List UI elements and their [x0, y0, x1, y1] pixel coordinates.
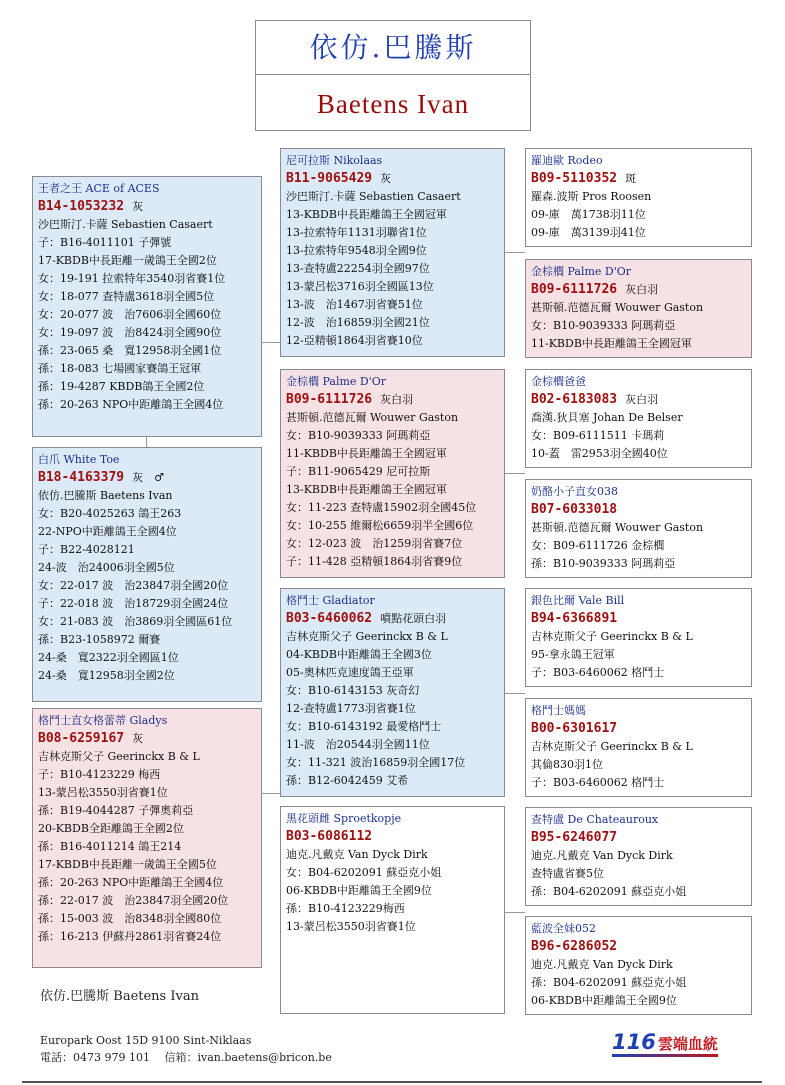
record-line: 13-波 治1467羽省賽51位	[286, 298, 423, 311]
record-line: 04-KBDB中距離鴿王全國3位	[286, 648, 432, 661]
color-tag: 灰白羽	[380, 393, 414, 406]
record-line: 子：B03-6460062 格鬥士	[531, 776, 665, 789]
record-line: 子：B22-4028121	[38, 543, 135, 556]
record-line: 孫：20-263 NPO中距離鴿王全國4位	[38, 398, 224, 411]
record-line: 13-拉索特年1131羽聯省1位	[286, 226, 427, 239]
record-line: 孫：23-065 桑 寬12958羽全國1位	[38, 344, 222, 357]
record-line: 女：B10-9039333 阿瑪莉亞	[286, 429, 431, 442]
record-line: 孫：15-003 波 治8348羽全國80位	[38, 912, 222, 925]
record-line: 女：19-097 波 治8424羽全國90位	[38, 326, 222, 339]
record-line: 迪克.凡戴克 Van Dyck Dirk	[531, 958, 673, 971]
title-english: Baetens Ivan	[316, 89, 470, 119]
ring-number: B03-6086112	[286, 829, 373, 844]
pedigree-title	[255, 20, 531, 131]
record-line: 孫：18-083 七場國家賽鴿王冠軍	[38, 362, 202, 375]
record-line: 吉林克斯父子 Geerinckx B & L	[38, 750, 200, 763]
ring-number: B07-6033018	[531, 502, 618, 517]
color-tag: 灰白羽	[625, 393, 659, 406]
card-lines	[531, 956, 746, 1010]
record-line: 子：11-428 亞精頓1864羽省賽9位	[286, 555, 463, 568]
record-line: 24-波 治24006羽全國5位	[38, 561, 175, 574]
pedigree-card-ggd2[interactable]	[525, 479, 752, 578]
record-line: 11-波 治20544羽全國11位	[286, 738, 430, 751]
record-line: 孫：B04-6202091 蘇亞克小姐	[531, 976, 687, 989]
record-line: 子：22-018 波 治18729羽全國24位	[38, 597, 229, 610]
record-line: 孫：B16-4011214 鴿王214	[38, 840, 182, 853]
record-line: 10-蓋 雷2953羽全國40位	[531, 447, 668, 460]
record-line: 其倫830羽1位	[531, 758, 603, 771]
record-line: 甚斯頓.范德瓦爾 Wouwer Gaston	[531, 301, 704, 314]
pedigree-card-dam[interactable]	[32, 447, 262, 702]
pigeon-name: 奶酪小子直女038	[531, 485, 618, 498]
logo-underline	[612, 1054, 718, 1057]
ring-number: B95-6246077	[531, 830, 618, 845]
card-lines	[531, 409, 746, 463]
connector-line	[505, 693, 525, 694]
record-line: 22-NPO中距離鴿王全國4位	[38, 525, 177, 538]
color-tag: 斑	[625, 172, 637, 185]
record-line: 迪克.凡戴克 Van Dyck Dirk	[286, 848, 428, 861]
record-line: 20-KBDB全距離鴿王全國2位	[38, 822, 184, 835]
connector-line	[146, 437, 147, 447]
pigeon-name: 藍波全妹052	[531, 922, 596, 935]
record-line: 06-KBDB中距離鴿王全國9位	[286, 884, 432, 897]
record-line: 孫：B23-1058972 爾賽	[38, 633, 161, 646]
footer-contact	[40, 1032, 332, 1066]
pigeon-name: 銀色比爾 Vale Bill	[531, 594, 625, 607]
pedigree-card-ggs1[interactable]	[525, 148, 752, 247]
record-line: 12-亞精頓1864羽省賽10位	[286, 334, 423, 347]
card-lines	[531, 519, 746, 573]
pedigree-card-ggd3[interactable]	[525, 698, 752, 797]
record-line: 女：B10-6143192 最愛格鬥士	[286, 720, 442, 733]
record-line: 孫：B10-4123229梅西	[286, 902, 405, 915]
record-line: 子：B03-6460062 格鬥士	[531, 666, 665, 679]
card-lines	[286, 846, 499, 936]
record-line: 女：19-191 拉索特年3540羽省賽1位	[38, 272, 226, 285]
record-line: 孫：19-4287 KBDB鴿王全國2位	[38, 380, 205, 393]
pigeon-name: 金棕櫚 Palme D'Or	[531, 265, 632, 278]
record-line: 女：B10-6143153 灰奇幻	[286, 684, 420, 697]
card-lines	[531, 738, 746, 792]
pigeon-name: 金棕櫚爸爸	[531, 375, 586, 388]
record-line: 09-庫 萬1738羽11位	[531, 208, 646, 221]
record-line: 喬漢.狄貝塞 Johan De Belser	[531, 411, 683, 424]
connector-line	[505, 912, 525, 913]
record-line: 女：B04-6202091 蘇亞克小姐	[286, 866, 442, 879]
pedigree-card-ggs4[interactable]	[525, 807, 752, 906]
ring-number: B03-6460062 噴點花頭白羽	[286, 611, 447, 626]
record-line: 女：12-023 波 治1259羽省賽7位	[286, 537, 463, 550]
pigeon-name: 白爪 White Toe	[38, 453, 120, 466]
record-line: 孫：22-017 波 治23847羽全國20位	[38, 894, 229, 907]
title-chinese: 依仿.巴騰斯	[256, 21, 530, 75]
record-line: 24-桑 寬2322羽全國區1位	[38, 651, 179, 664]
card-lines	[38, 748, 256, 946]
record-line: 孫：B10-9039333 阿瑪莉亞	[531, 557, 676, 570]
record-line: 13-拉索特年9548羽全國9位	[286, 244, 427, 257]
record-line: 13-KBDB中長距離鴿王全國冠軍	[286, 208, 447, 221]
card-lines	[531, 628, 746, 682]
ring-number: B09-5110352 斑	[531, 171, 637, 186]
record-line: 13-KBDB中長距離鴿王全國冠軍	[286, 483, 447, 496]
footer-address: Europark Oost 15D 9100 Sint-Niklaas	[40, 1034, 252, 1047]
record-line: 女：B09-6111726 金棕櫚	[531, 539, 665, 552]
record-line: 迪克.凡戴克 Van Dyck Dirk	[531, 849, 673, 862]
record-line: 吉林克斯父子 Geerinckx B & L	[531, 740, 693, 753]
pigeon-name: 尼可拉斯 Nikolaas	[286, 154, 383, 167]
record-line: 依仿.巴騰斯 Baetens Ivan	[38, 489, 173, 502]
record-line: 吉林克斯父子 Geerinckx B & L	[531, 630, 693, 643]
pigeon-name: 格鬥士媽媽	[531, 704, 586, 717]
pedigree-card-gs2[interactable]	[280, 588, 505, 797]
record-line: 17-KBDB中長距離一歲鴿王全國5位	[38, 858, 217, 871]
color-tag: 灰	[132, 200, 144, 213]
color-tag: 灰 ♂	[132, 471, 164, 484]
record-line: 13-查特盧22254羽全國97位	[286, 262, 430, 275]
ring-number: B09-6111726 灰白羽	[531, 282, 659, 297]
record-line: 女：22-017 波 治23847羽全國20位	[38, 579, 229, 592]
record-line: 09-庫 萬3139羽41位	[531, 226, 646, 239]
record-line: 12-波 治16859羽全國21位	[286, 316, 430, 329]
pedigree-card-ggd1[interactable]	[525, 259, 752, 358]
color-tag: 灰白羽	[625, 283, 659, 296]
bottom-divider	[22, 1081, 762, 1083]
record-line: 05-奧林匹克速度鴿王亞軍	[286, 666, 414, 679]
card-lines	[286, 188, 499, 350]
card-lines	[286, 409, 499, 571]
card-lines	[531, 188, 746, 242]
record-line: 24-桑 寬12958羽全國2位	[38, 669, 175, 682]
brand-logo[interactable]	[612, 1030, 718, 1056]
record-line: 孫：16-213 伊蘇丹2861羽省賽24位	[38, 930, 222, 943]
footer-phone-email[interactable]: 電話：0473 979 101 信箱：ivan.baetens@bricon.be	[40, 1051, 332, 1064]
owner-signature: 依仿.巴騰斯 Baetens Ivan	[40, 989, 199, 1004]
pigeon-name: 格鬥士 Gladiator	[286, 594, 375, 607]
record-line: 女：21-083 波 治3869羽全國區61位	[38, 615, 233, 628]
ring-number: B02-6183083 灰白羽	[531, 392, 659, 407]
record-line: 17-KBDB中長距離一歲鴿王全國2位	[38, 254, 217, 267]
record-line: 孫：B12-6042459 艾希	[286, 774, 409, 787]
pedigree-card-ggs3[interactable]	[525, 588, 752, 687]
color-tag: 灰	[132, 732, 144, 745]
record-line: 12-查特盧1773羽省賽1位	[286, 702, 416, 715]
record-line: 女：B10-9039333 阿瑪莉亞	[531, 319, 676, 332]
pigeon-name: 查特盧 De Chateauroux	[531, 813, 659, 826]
record-line: 13-蒙呂松3716羽全國區13位	[286, 280, 434, 293]
connector-line	[505, 473, 525, 474]
card-lines	[531, 299, 746, 353]
connector-line	[262, 342, 280, 343]
record-line: 羅森.波斯 Pros Roosen	[531, 190, 652, 203]
pedigree-card-dam2[interactable]	[32, 708, 262, 968]
ring-number: B18-4163379 灰 ♂	[38, 470, 164, 485]
pedigree-card-ggd4[interactable]	[525, 916, 752, 1015]
pigeon-name: 格鬥士直女格蕾蒂 Gladys	[38, 714, 168, 727]
pigeon-name: 王者之王 ACE of ACES	[38, 182, 160, 195]
ring-number: B09-6111726 灰白羽	[286, 392, 414, 407]
pigeon-name: 金棕櫚 Palme D'Or	[286, 375, 387, 388]
record-line: 沙巴斯汀.卡薩 Sebastien Casaert	[286, 190, 461, 203]
record-line: 查特盧省賽5位	[531, 867, 604, 880]
pedigree-card-sire[interactable]	[32, 176, 262, 437]
ring-number: B00-6301617	[531, 721, 618, 736]
card-lines	[531, 847, 746, 901]
record-line: 女：11-223 查特盧15902羽全國45位	[286, 501, 477, 514]
record-line: 子：B11-9065429 尼可拉斯	[286, 465, 431, 478]
pigeon-name: 黑花頭雌 Sproetkopje	[286, 812, 402, 825]
card-lines	[38, 216, 256, 414]
record-line: 13-蒙呂松3550羽省賽1位	[38, 786, 168, 799]
card-lines	[38, 487, 256, 685]
pedigree-card-gd1[interactable]	[280, 369, 505, 578]
ring-number: B96-6286052	[531, 939, 618, 954]
record-line: 06-KBDB中距離鴿王全國9位	[531, 994, 677, 1007]
logo-number: 116	[612, 1030, 656, 1054]
record-line: 女：18-077 查特盧3618羽全國5位	[38, 290, 215, 303]
record-line: 子：B16-4011101 子彈號	[38, 236, 172, 249]
color-tag: 噴點花頭白羽	[380, 612, 447, 625]
logo-text: 雲端血統	[657, 1035, 718, 1053]
record-line: 沙巴斯汀.卡薩 Sebastien Casaert	[38, 218, 213, 231]
pedigree-card-gs1[interactable]	[280, 148, 505, 357]
record-line: 11-KBDB中長距離鴿王全國冠軍	[531, 337, 692, 350]
record-line: 女：B09-6111511 卡瑪莉	[531, 429, 665, 442]
record-line: 甚斯頓.范德瓦爾 Wouwer Gaston	[531, 521, 704, 534]
ring-number: B08-6259167 灰	[38, 731, 144, 746]
record-line: 孫：20-263 NPO中距離鴿王全國4位	[38, 876, 224, 889]
record-line: 孫：B04-6202091 蘇亞克小姐	[531, 885, 687, 898]
record-line: 孫：B19-4044287 子彈奧莉亞	[38, 804, 194, 817]
record-line: 子：B10-4123229 梅西	[38, 768, 161, 781]
record-line: 女：B20-4025263 鴿王263	[38, 507, 182, 520]
ring-number: B94-6366891	[531, 611, 618, 626]
record-line: 甚斯頓.范德瓦爾 Wouwer Gaston	[286, 411, 459, 424]
pigeon-name: 羅迪歐 Rodeo	[531, 154, 603, 167]
record-line: 女：10-255 維爾松6659羽半全國6位	[286, 519, 474, 532]
record-line: 女：11-321 波治16859羽全國17位	[286, 756, 466, 769]
record-line: 吉林克斯父子 Geerinckx B & L	[286, 630, 448, 643]
connector-line	[262, 793, 280, 794]
pedigree-card-ggs2[interactable]	[525, 369, 752, 468]
record-line: 13-蒙呂松3550羽省賽1位	[286, 920, 416, 933]
connector-line	[505, 252, 525, 253]
ring-number: B14-1053232 灰	[38, 199, 144, 214]
pedigree-card-gd2[interactable]	[280, 806, 505, 1014]
card-lines	[286, 628, 499, 790]
record-line: 女：20-077 波 治7606羽全國60位	[38, 308, 222, 321]
ring-number: B11-9065429 灰	[286, 171, 392, 186]
color-tag: 灰	[380, 172, 392, 185]
record-line: 11-KBDB中長距離鴿王全國冠軍	[286, 447, 447, 460]
record-line: 95-拿永鴿王冠軍	[531, 648, 615, 661]
